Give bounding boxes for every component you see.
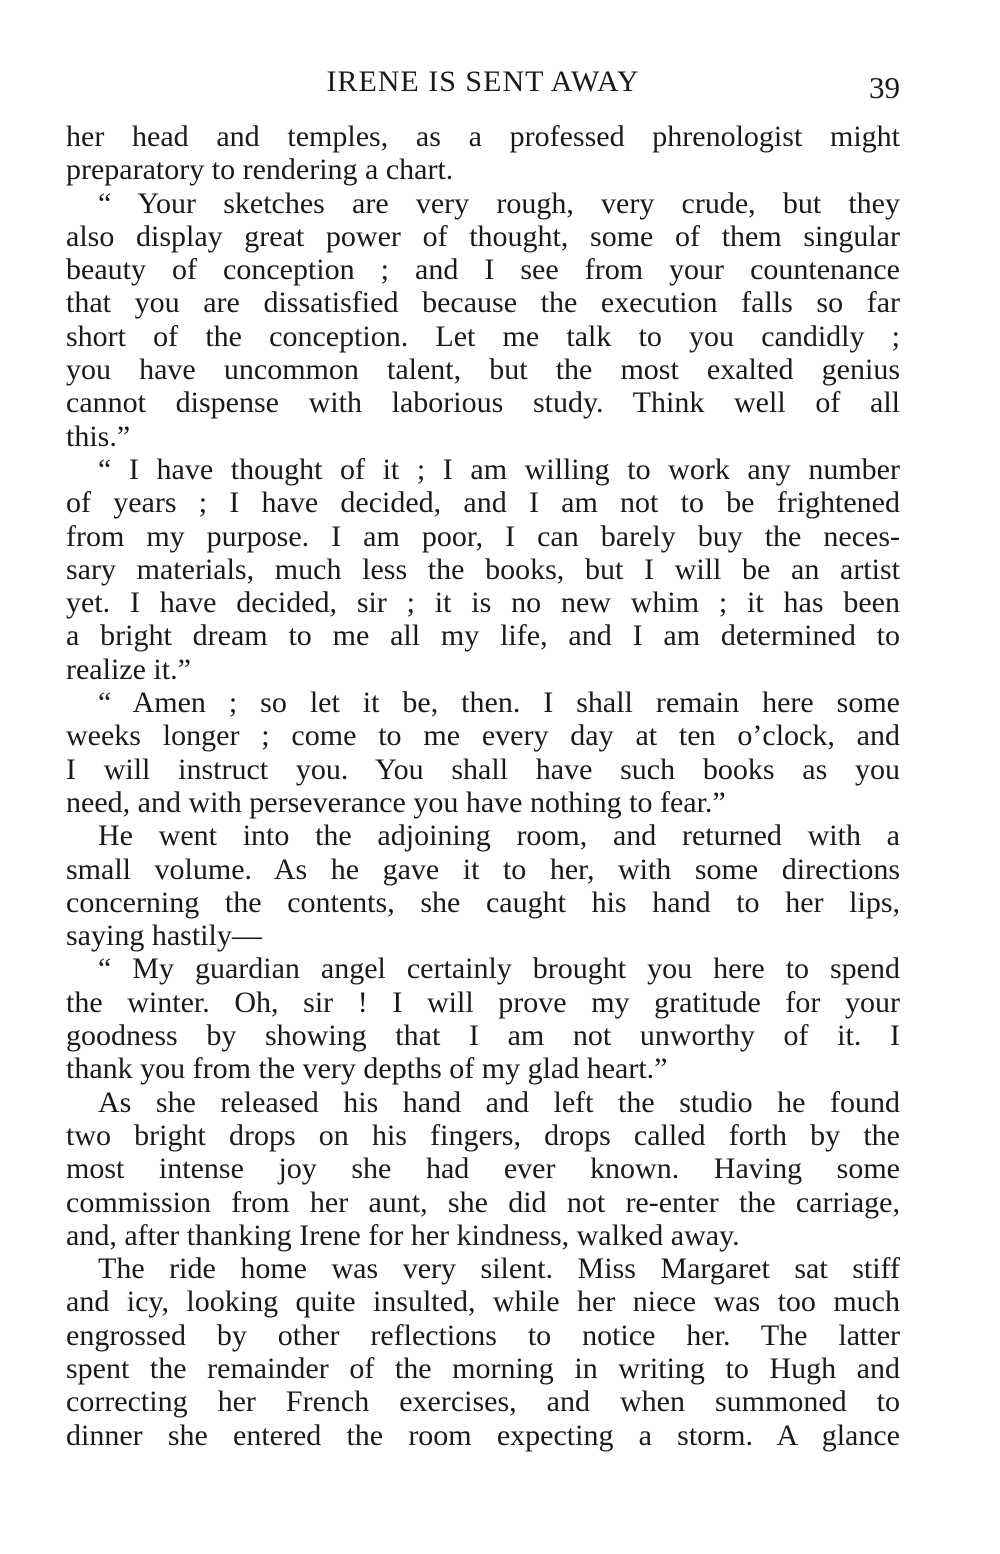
text-line: goodness by showing that I am not unworthy of it. I bbox=[66, 1019, 900, 1053]
text-line: “ My guardian angel certainly brought you here to spend bbox=[98, 952, 900, 986]
text-line: “ Your sketches are very rough, very crude, but they bbox=[98, 186, 900, 220]
text-line: the winter. Oh, sir ! I will prove my gratitude for your bbox=[66, 985, 900, 1019]
chapter-title: IRENE IS SENT AWAY bbox=[326, 65, 640, 98]
text-line: this.” bbox=[66, 419, 131, 453]
text-line: you have uncommon talent, but the most exalted genius bbox=[66, 353, 900, 387]
text-line: He went into the adjoining room, and returned with a bbox=[98, 819, 900, 853]
body-text bbox=[66, 120, 900, 1452]
text-line: weeks longer ; come to me every day at ten o’clock, and bbox=[66, 719, 900, 753]
text-line: The ride home was very silent. Miss Margaret sat stiff bbox=[98, 1252, 900, 1286]
text-line: realize it.” bbox=[66, 652, 191, 686]
text-line: I will instruct you. You shall have such books as you bbox=[66, 752, 900, 786]
text-line: thank you from the very depths of my glad heart.” bbox=[66, 1052, 668, 1086]
text-line: that you are dissatisfied because the execution falls so far bbox=[66, 286, 900, 320]
text-line: commission from her aunt, she did not re-enter the carriage, bbox=[66, 1185, 900, 1219]
text-line: and, after thanking Irene for her kindness, walked away. bbox=[66, 1218, 740, 1252]
text-line: yet. I have decided, sir ; it is no new whim ; it has been bbox=[66, 586, 900, 620]
text-line: spent the remainder of the morning in writing to Hugh and bbox=[66, 1351, 900, 1385]
text-line: short of the conception. Let me talk to you candidly ; bbox=[66, 319, 900, 353]
text-line: engrossed by other reflections to notice her. The latter bbox=[66, 1318, 900, 1352]
text-line: a bright dream to me all my life, and I am determined to bbox=[66, 619, 900, 653]
text-line: need, and with perseverance you have nothing to fear.” bbox=[66, 785, 726, 819]
text-line: also display great power of thought, some of them singular bbox=[66, 219, 900, 253]
text-line: beauty of conception ; and I see from your countenance bbox=[66, 253, 900, 287]
text-line: saying hastily— bbox=[66, 919, 262, 953]
running-header bbox=[66, 62, 900, 105]
text-line: cannot dispense with laborious study. Think well of all bbox=[66, 386, 900, 420]
text-line: of years ; I have decided, and I am not to be frightened bbox=[66, 486, 900, 520]
text-line: correcting her French exercises, and when summoned to bbox=[66, 1385, 900, 1419]
text-line: As she released his hand and left the studio he found bbox=[98, 1085, 900, 1119]
text-line: dinner she entered the room expecting a storm. A glance bbox=[66, 1418, 900, 1452]
text-line: preparatory to rendering a chart. bbox=[66, 153, 454, 187]
text-line: “ Amen ; so let it be, then. I shall remain here some bbox=[98, 686, 900, 720]
text-line: and icy, looking quite insulted, while her niece was too much bbox=[66, 1285, 900, 1319]
text-line: small volume. As he gave it to her, with some directions bbox=[66, 852, 900, 886]
text-line: her head and temples, as a professed phrenologist might bbox=[66, 120, 900, 153]
text-line: concerning the contents, she caught his hand to her lips, bbox=[66, 885, 900, 919]
text-line: from my purpose. I am poor, I can barely buy the neces- bbox=[66, 519, 900, 553]
text-line: sary materials, much less the books, but I will be an artist bbox=[66, 552, 900, 586]
text-line: “ I have thought of it ; I am willing to work any number bbox=[98, 452, 900, 486]
text-line: two bright drops on his fingers, drops called forth by the bbox=[66, 1118, 900, 1152]
page-number: 39 bbox=[869, 70, 900, 105]
text-line: most intense joy she had ever known. Having some bbox=[66, 1152, 900, 1186]
